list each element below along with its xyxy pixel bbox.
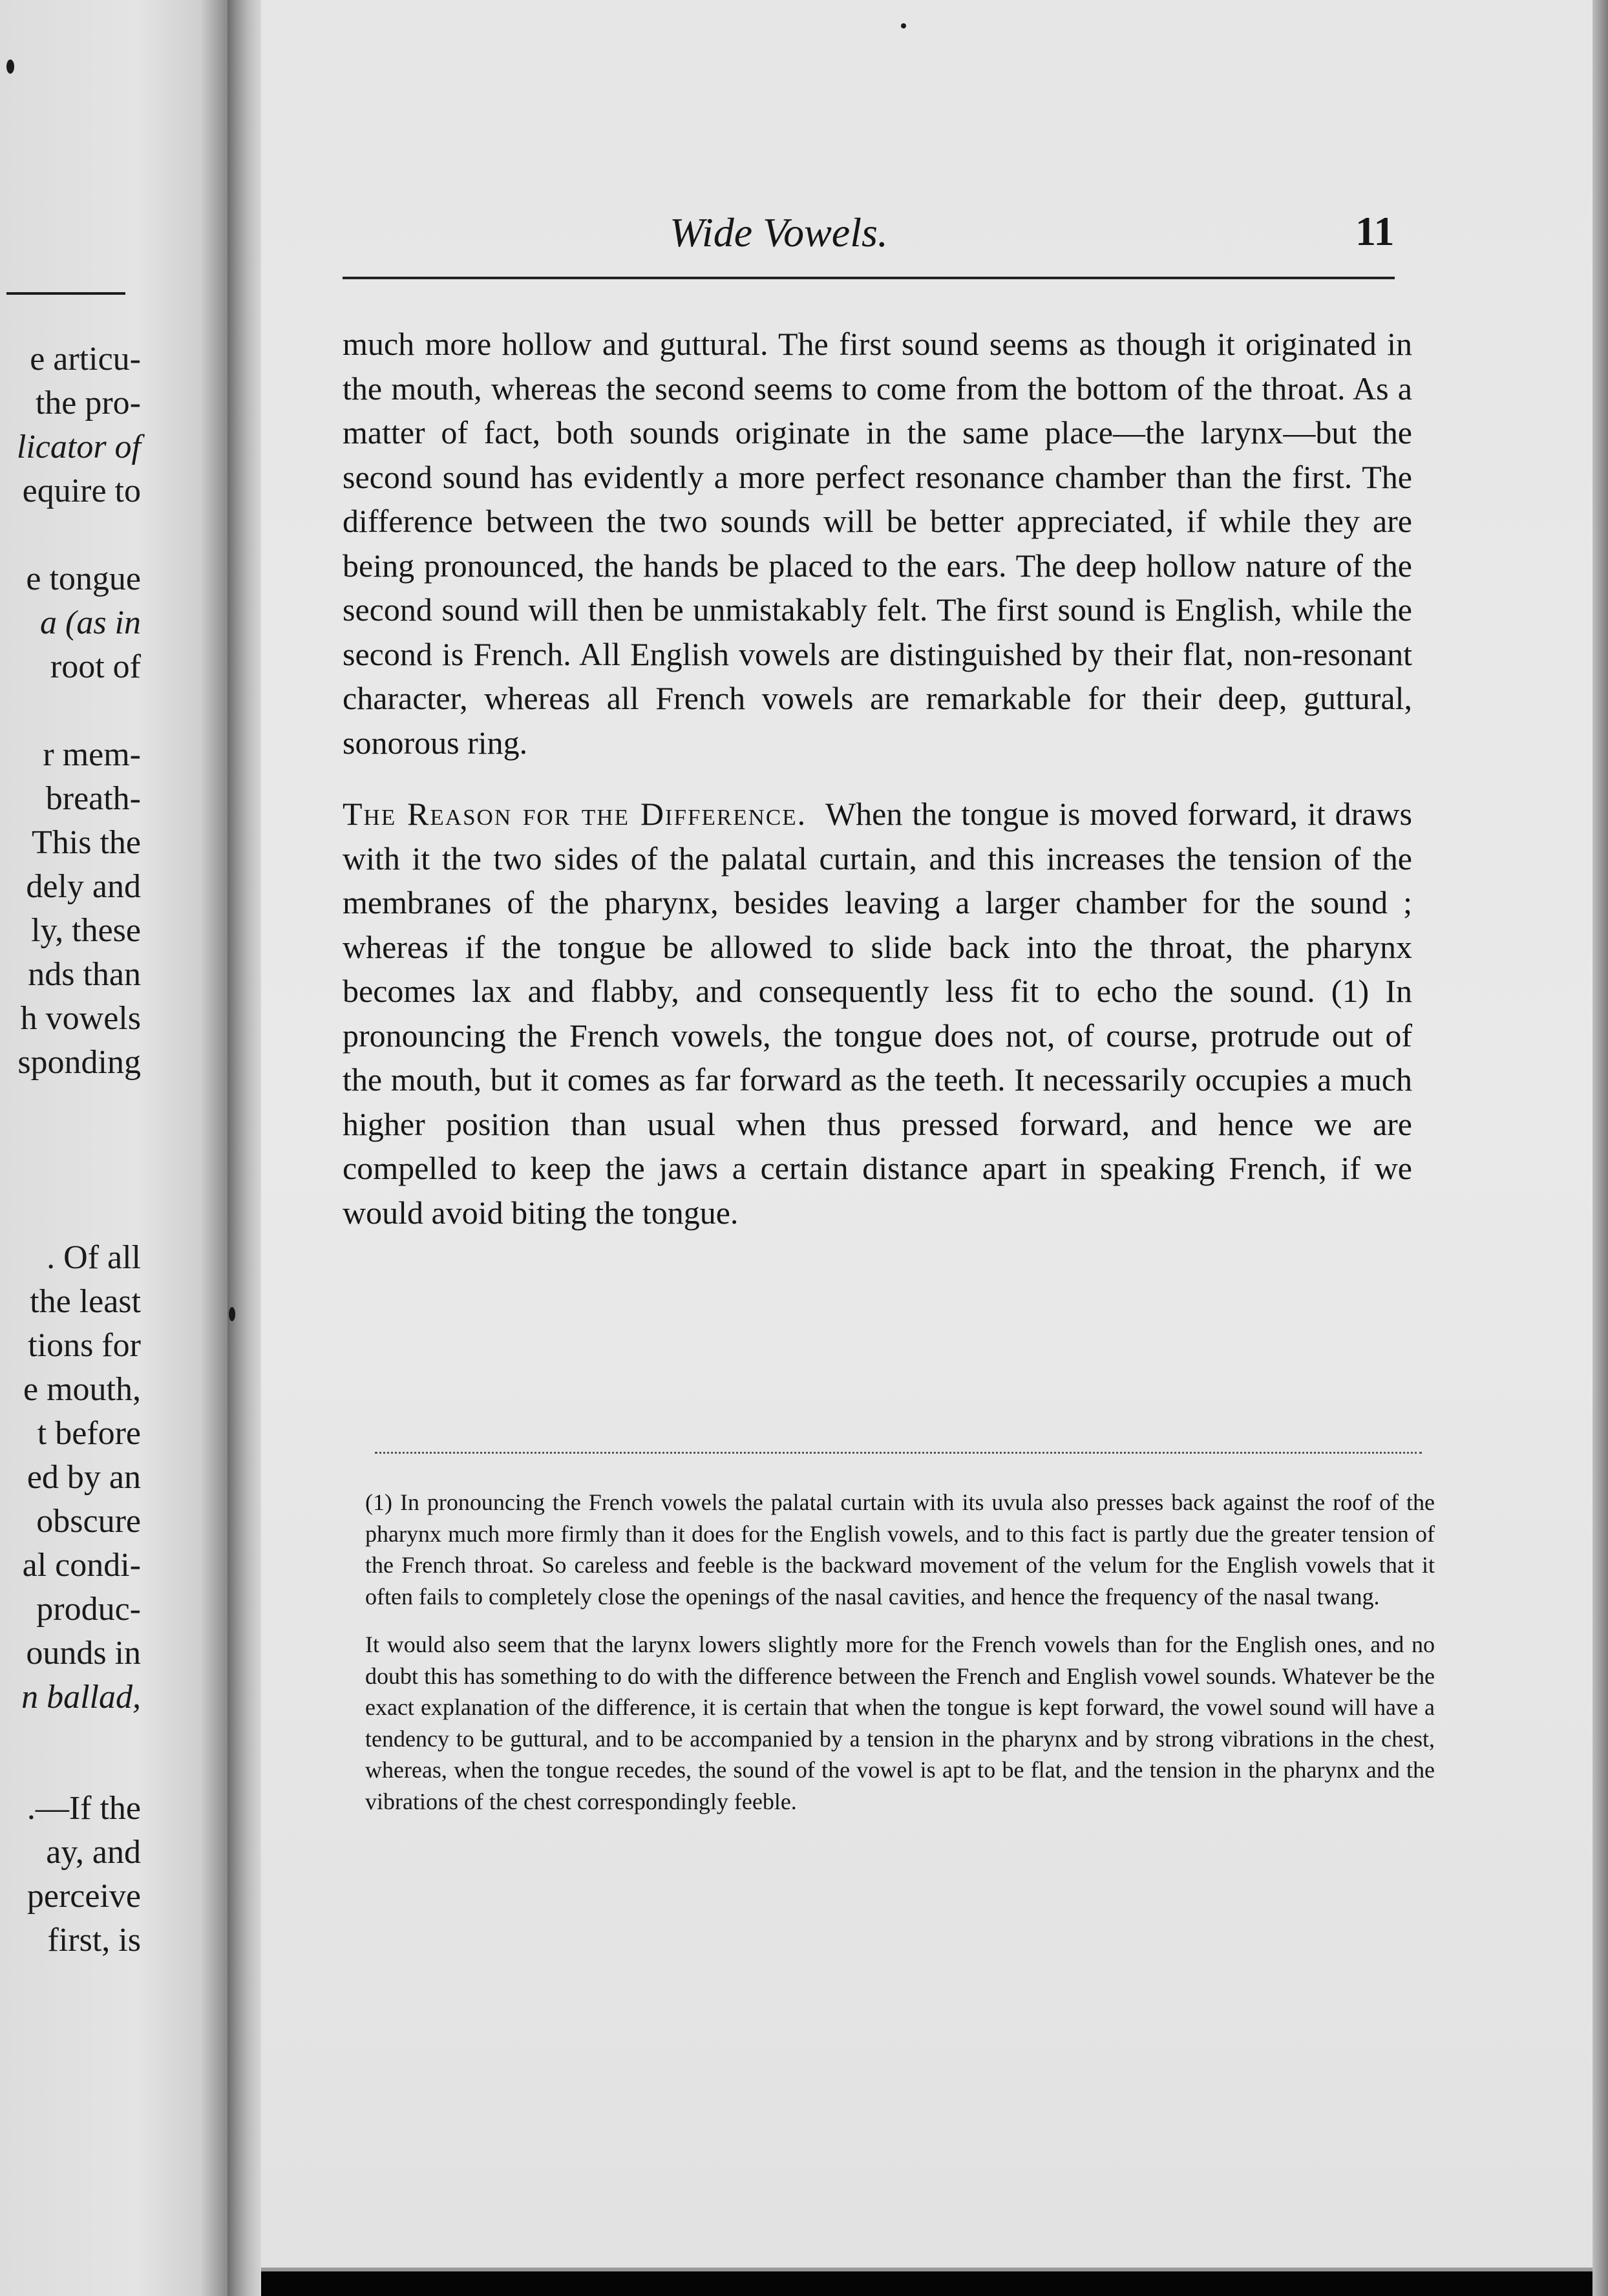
left-page-line: e mouth,: [23, 1371, 141, 1408]
left-page-line: breath-: [45, 780, 141, 817]
ink-speck: [901, 23, 906, 28]
left-page-line: ed by an: [26, 1459, 141, 1496]
header-rule: [343, 277, 1395, 279]
ink-speck: [6, 59, 14, 74]
paragraph-2-text: When the tongue is moved forward, it draws with it the two sides of the palatal curtain, and this increases the tension of the membranes of the pharynx, besides leaving a larger chamber for the sound ; whereas if the tongue be allowed to slide back into the throat, the pharynx becomes lax and flabby, and consequently less fit to echo the sound. (1) In pronouncing the French vowels, the tongue does not, of course, protrude out of the mouth, but it comes as far forward as the teeth. It necessarily occupies a much higher position than usual when thus pressed forward, and hence we are compelled to keep the jaws a certain distance apart in speaking French, if we would avoid biting the tongue.: [343, 796, 1412, 1231]
left-page-line: ay, and: [46, 1834, 141, 1871]
left-page-line: This the: [32, 824, 141, 861]
left-page-rule: [6, 292, 125, 295]
footnote-1-continued: It would also seem that the larynx lowers slightly more for the French vowels than for the English ones, and no doubt this has something to do with the difference between the French and English vowel sounds. Whatever be the exact explanation of the difference, it is certain that when the tongue is kept forward, the vowel sound will have a tendency to be guttural, and to be accompanied by a tension in the pharynx and by strong vibrations in the chest, whereas, when the tongue recedes, the sound of the vowel is apt to be flat, and the tension in the pharynx and the vibrations of the chest correspondingly feeble.: [365, 1632, 1435, 1814]
left-page-line: n ballad,: [21, 1679, 141, 1716]
page-number: 11: [1355, 208, 1395, 254]
left-page-line: t before: [37, 1415, 141, 1452]
left-page-line: e articu-: [30, 341, 141, 377]
main-text: [343, 322, 1412, 1235]
running-head: Wide Vowels.: [670, 209, 888, 255]
left-page-line: licator of: [16, 429, 141, 465]
left-page-line: ounds in: [26, 1635, 141, 1672]
left-page-line: perceive: [26, 1878, 141, 1915]
left-page-line: first, is: [47, 1922, 141, 1959]
book-gutter: [227, 0, 261, 2296]
footnote-separator: [375, 1452, 1422, 1454]
paragraph-1: much more hollow and guttural. The first sound seems as though it originated in the mouth, whereas the second seems to come from the bottom of the throat. As a matter of fact, both sounds originate in the same place—the larynx—but the second sound has evidently a more perfect resonance chamber than the first. The difference between the two sounds will be better appreciated, if while they are being pronounced, the hands be placed to the ears. The deep hollow nature of the second sound will then be unmistakably felt. The first sound is English, while the second is French. All English vowels are distinguished by their flat, non-resonant character, whereas all French vowels are remarkable for their deep, guttural, sonorous ring.: [343, 326, 1412, 761]
left-page-line: obscure: [36, 1503, 141, 1540]
left-page-fragment: [0, 0, 227, 2296]
paragraph-2: [343, 792, 1412, 1235]
left-page-line: h vowels: [20, 1000, 141, 1037]
ink-speck: [229, 1307, 235, 1321]
left-page-line: root of: [50, 648, 141, 685]
left-page-line: sponding: [17, 1044, 141, 1081]
left-page-line: .—If the: [26, 1790, 141, 1827]
left-page-line: e tongue: [26, 560, 141, 597]
page-edge: [1592, 0, 1608, 2296]
left-page-line: ly, these: [31, 912, 141, 949]
left-page-line: r mem-: [43, 736, 141, 773]
left-page-line: dely and: [26, 868, 141, 905]
left-page-line: produc-: [36, 1591, 141, 1628]
left-page-line: the pro-: [35, 385, 141, 421]
left-page-line: al condi-: [22, 1547, 141, 1584]
left-page-line: a (as in: [40, 604, 141, 641]
left-page-line: the least: [30, 1283, 141, 1320]
section-heading: The Reason for the Difference.: [343, 796, 807, 832]
footnote-1: (1) In pronouncing the French vowels the palatal curtain with its uvula also presses back against the roof of the pharynx much more firmly than it does for the English vowels, and to this fact is partly due the greater tension of the French throat. So careless and feeble is the backward movement of the velum for the English vowels that it often fails to completely close the openings of the nasal cavities, and hence the frequency of the nasal twang.: [365, 1489, 1435, 1610]
footnotes: [365, 1487, 1435, 1817]
left-page-line: equire to: [22, 473, 141, 509]
left-page-line: . Of all: [47, 1239, 141, 1276]
left-page-line: nds than: [28, 956, 141, 993]
left-page-line: tions for: [28, 1327, 141, 1364]
